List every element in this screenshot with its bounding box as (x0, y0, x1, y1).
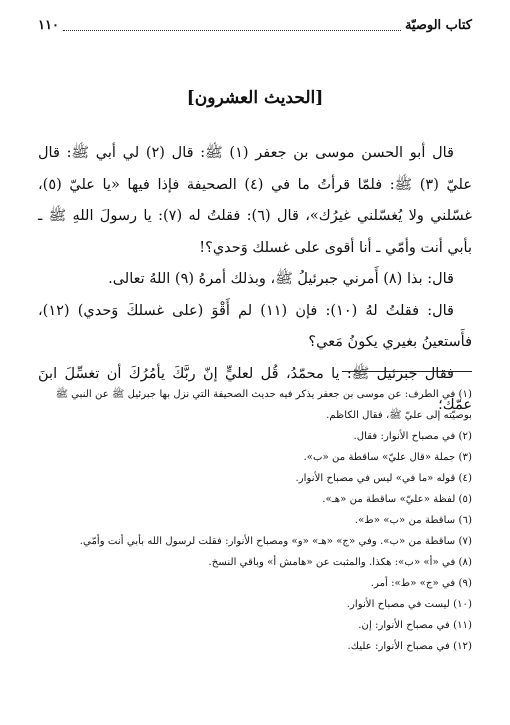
page-number: ١١٠ (38, 17, 59, 33)
footnote: (١٠) ليست في مصباح الأنوار. (346, 599, 472, 610)
footnote: (٥) لفظة «عليّ» ساقطة من «هـ». (322, 494, 472, 505)
hadith-body (38, 138, 472, 422)
footnote: (٦) ساقطة من «ب» «ط». (354, 515, 472, 526)
footnote: (١) في الطرف: عن موسى بن جعفر يذكر فيه حديث الصحيفة التي نزل بها جبرئيل ﷺ عن النبي ﷺ بوصيّته إلى عليّ ﷺ، فقال الكاظم. (55, 389, 472, 421)
footnote: (٤) قوله «ما في» ليس في مصباح الأنوار. (295, 473, 472, 484)
footnotes (38, 384, 472, 657)
footnote: (٨) في «أ» «ب»: هكذا. والمثبت عن «هامش أ» وباقي النسخ. (208, 557, 472, 568)
paragraph: قال: فقلتُ لهُ (١٠): فإن (١١) لم أَقْوَ (على غسلكَ وَحدي) (١٢)، فأَستعينُ بغيري يكونُ مَعي؟ (38, 302, 472, 350)
section-heading: [الحديث العشرون] (186, 88, 324, 108)
dotted-leader (63, 20, 401, 31)
running-head-title: كتاب الوصيّة (404, 17, 472, 33)
footnote: (٣) جملة «قال عليّ» ساقطة من «ب». (303, 452, 472, 463)
footnote: (٩) في «ج» «ط»: أمر. (370, 578, 472, 589)
paragraph: فقال جبرئيل ﷺ: يا محمّدُ، قُل لعليٍّ إنّ ربَّكَ يأمُرُكَ أن تغسِّلَ ابنَ عمّك؛ (38, 365, 472, 413)
footnote: (٢) في مصباح الأنوار: فقال. (353, 431, 472, 442)
paragraph: قال: بذا (٨) أَمرني جبرئيلُ ﷺ، وبذلك أمرهُ (٩) اللهُ تعالى. (108, 271, 454, 287)
paragraph: قال أبو الحسن موسى بن جعفر (١) ﷺ: قال (٢) لي أبي ﷺ: قال عليّ (٣) ﷺ: فلمّا قرأتُ ما في (٤) الصحيفة فإذا فيها «يا عليّ (٥)، غسّلني ولا يُغسّلني غيرُك»، قال (٦): فقلتُ له (٧): يا رسولَ اللهِ ﷺ ـ بأبي أنت وأمّي ـ أنا أقوى على غسلك وَحدي؟! (38, 145, 472, 256)
running-head (38, 14, 472, 36)
footnote: (١٢) في مصباح الأنوار: عليك. (347, 641, 472, 652)
footnote: (١١) في مصباح الأنوار: إن. (358, 620, 472, 631)
footnote-separator (342, 371, 472, 372)
footnote: (٧) ساقطة من «ب». وفي «ج» «هـ» «و» ومصباح الأنوار: فقلت لرسول الله بأبي أنت وأمّي. (79, 536, 472, 547)
